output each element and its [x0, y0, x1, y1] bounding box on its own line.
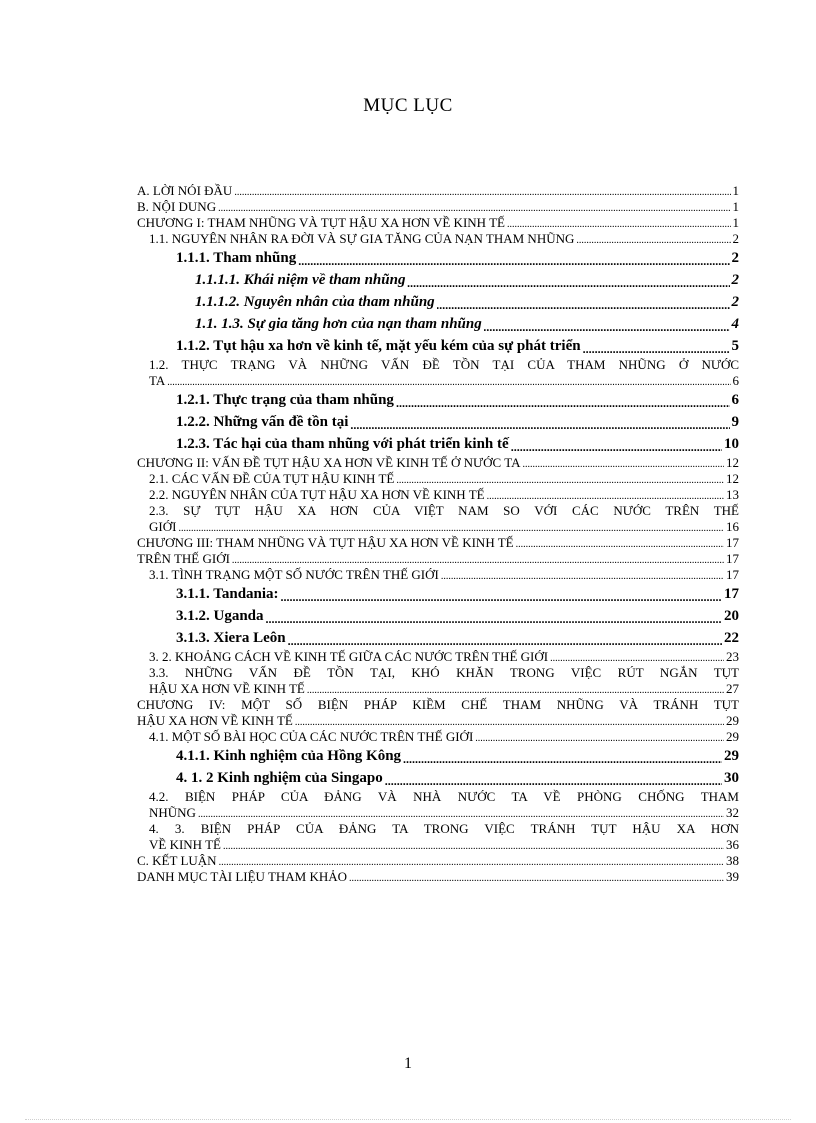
toc-entry[interactable]	[137, 231, 739, 247]
toc-entry[interactable]	[137, 357, 739, 389]
toc-page-number: 9	[731, 414, 739, 430]
toc-entry-title: CHƯƠNG I: THAM NHŨNG VÀ TỤT HẬU XA HƠN VỀ KINH TẾ	[137, 215, 505, 230]
toc-entry[interactable]	[137, 487, 739, 503]
toc-entry-title: A. LỜI NÓI ĐẦU	[137, 183, 233, 198]
table-of-contents	[137, 183, 739, 885]
toc-entry-title: 3.3. NHỮNG VẤN ĐỀ TỒN TẠI, KHÓ KHĂN TRONG VIỆC RÚT NGẮN TỤT	[149, 665, 739, 680]
toc-page-number: 23	[726, 649, 739, 664]
toc-page-number: 39	[726, 869, 739, 884]
toc-page-number: 2	[731, 250, 739, 266]
toc-leader-dots	[576, 235, 730, 247]
toc-page-number: 20	[724, 608, 739, 624]
toc-leader-dots	[281, 589, 722, 605]
toc-entry[interactable]	[137, 789, 739, 821]
toc-entry[interactable]	[137, 183, 739, 199]
toc-entry-title: 1.1.2. Tụt hậu xa hơn về kinh tế, mặt yếu kém của sự phát triển	[176, 338, 581, 354]
toc-entry-title: 3. 2. KHOẢNG CÁCH VỀ KINH TẾ GIỮA CÁC NƯỚC TRÊN THẾ GIỚI	[149, 649, 549, 664]
toc-page-number: 16	[726, 519, 739, 534]
toc-leader-dots	[350, 417, 729, 433]
toc-page-number: 10	[724, 436, 739, 452]
toc-leader-dots	[507, 219, 731, 231]
toc-entry-title: 1.1.1.1. Khái niệm về tham nhũng	[195, 272, 406, 288]
toc-page-number: 32	[726, 805, 739, 820]
toc-entry[interactable]	[137, 411, 739, 433]
toc-entry-title: 1.1.1.2. Nguyên nhân của tham nhũng	[195, 294, 435, 310]
toc-entry[interactable]	[137, 335, 739, 357]
toc-leader-dots	[167, 377, 730, 389]
toc-page-number: 36	[726, 837, 739, 852]
toc-entry[interactable]	[137, 767, 739, 789]
toc-entry[interactable]	[137, 729, 739, 745]
toc-page-number: 17	[726, 551, 739, 566]
toc-entry-title: 1.1. NGUYÊN NHÂN RA ĐỜI VÀ SỰ GIA TĂNG CỦA NẠN THAM NHŨNG	[149, 231, 575, 246]
toc-entry-title-continued: HẬU XA HƠN VỀ KINH TẾ	[137, 713, 293, 728]
toc-page-number: 17	[724, 586, 739, 602]
toc-leader-dots	[487, 491, 724, 503]
toc-page-number: 5	[731, 338, 739, 354]
toc-entry-title: 4.1.1. Kinh nghiệm của Hồng Kông	[176, 748, 402, 764]
toc-leader-dots	[441, 571, 724, 583]
toc-page-number: 22	[724, 630, 739, 646]
toc-page-number: 4	[731, 316, 739, 332]
toc-entry-title: 4. 3. BIỆN PHÁP CỦA ĐẢNG TA TRONG VIỆC TRÁNH TỤT HẬU XA HƠN	[149, 821, 739, 836]
toc-entry-title: 3.1.1. Tandania:	[176, 586, 279, 602]
toc-entry[interactable]	[137, 247, 739, 269]
toc-leader-dots	[232, 555, 724, 567]
toc-entry-title: CHƯƠNG IV: MỘT SỐ BIỆN PHÁP KIỀM CHẾ THAM NHŨNG VÀ TRÁNH TỤT	[137, 697, 739, 712]
toc-entry[interactable]	[137, 215, 739, 231]
toc-entry-title: 1.2. THỰC TRẠNG VÀ NHỮNG VẤN ĐỀ TỒN TẠI CỦA THAM NHŨNG Ở NƯỚC	[149, 357, 739, 372]
toc-leader-dots	[396, 395, 730, 411]
toc-entry-title: 2.1. CÁC VẤN ĐỀ CỦA TỤT HẬU KINH TẾ	[149, 471, 395, 486]
toc-page-number: 29	[726, 713, 739, 728]
toc-entry-title: TRÊN THẾ GIỚI	[137, 551, 230, 566]
page-number: 1	[404, 1055, 412, 1072]
toc-page-number: 27	[726, 681, 739, 696]
toc-entry[interactable]	[137, 853, 739, 869]
toc-entry[interactable]	[137, 433, 739, 455]
toc-entry[interactable]	[137, 583, 739, 605]
toc-leader-dots	[298, 253, 729, 269]
toc-entry[interactable]	[137, 697, 739, 729]
toc-entry[interactable]	[137, 471, 739, 487]
toc-page-number: 29	[724, 748, 739, 764]
toc-entry[interactable]	[137, 455, 739, 471]
toc-entry[interactable]	[137, 291, 739, 313]
toc-leader-dots	[484, 319, 730, 335]
toc-entry-title: CHƯƠNG II: VẤN ĐỀ TỤT HẬU XA HƠN VỀ KINH TẾ Ở NƯỚC TA	[137, 455, 521, 470]
toc-entry[interactable]	[137, 551, 739, 567]
toc-leader-dots	[550, 653, 724, 665]
page-title: MỤC LỤC	[363, 95, 453, 116]
toc-leader-dots	[407, 275, 729, 291]
toc-page-number: 2	[731, 272, 739, 288]
toc-leader-dots	[223, 841, 724, 853]
toc-entry-title: CHƯƠNG III: THAM NHŨNG VÀ TỤT HẬU XA HƠN VỀ KINH TẾ	[137, 535, 514, 550]
toc-entry-title: 2.2. NGUYÊN NHÂN CỦA TỤT HẬU XA HƠN VỀ KINH TẾ	[149, 487, 485, 502]
toc-leader-dots	[437, 297, 730, 313]
toc-leader-dots	[583, 341, 730, 357]
toc-entry[interactable]	[137, 503, 739, 535]
toc-leader-dots	[198, 809, 724, 821]
toc-page-number: 12	[726, 471, 739, 486]
toc-entry-title: 1.2.1. Thực trạng của tham nhũng	[176, 392, 394, 408]
toc-leader-dots	[385, 773, 722, 789]
toc-entry[interactable]	[137, 389, 739, 411]
toc-leader-dots	[403, 751, 722, 767]
toc-page-number: 6	[731, 392, 739, 408]
toc-entry-title: 3.1.3. Xiera Leôn	[176, 630, 286, 646]
toc-page-number: 2	[731, 294, 739, 310]
toc-page-number: 1	[732, 199, 739, 214]
toc-page-number: 13	[726, 487, 739, 502]
toc-entry[interactable]	[137, 605, 739, 627]
toc-leader-dots	[288, 633, 722, 649]
toc-entry[interactable]	[137, 745, 739, 767]
toc-entry-title: C. KẾT LUẬN	[137, 853, 217, 868]
toc-entry-title: 4. 1. 2 Kinh nghiệm của Singapo	[176, 770, 383, 786]
toc-page-number: 38	[726, 853, 739, 868]
toc-entry-title: 4.2. BIỆN PHÁP CỦA ĐẢNG VÀ NHÀ NƯỚC TA VỀ PHÒNG CHỐNG THAM	[149, 789, 739, 804]
toc-page-number: 30	[724, 770, 739, 786]
toc-entry[interactable]	[137, 627, 739, 649]
toc-leader-dots	[295, 717, 724, 729]
toc-entry-title: 3.1.2. Uganda	[176, 608, 264, 624]
toc-entry[interactable]	[137, 535, 739, 551]
toc-entry[interactable]	[137, 313, 739, 335]
toc-page-number: 12	[726, 455, 739, 470]
toc-entry-title-continued: VỀ KINH TẾ	[149, 837, 221, 852]
toc-entry-title: 3.1. TÌNH TRẠNG MỘT SỐ NƯỚC TRÊN THẾ GIỚI	[149, 567, 439, 582]
toc-leader-dots	[307, 685, 724, 697]
toc-entry-title: 1.2.3. Tác hại của tham nhũng với phát triển kinh tế	[176, 436, 509, 452]
toc-entry-title: 1.1. 1.3. Sự gia tăng hơn của nạn tham nhũng	[195, 316, 482, 332]
toc-entry[interactable]	[137, 269, 739, 291]
toc-entry-title: 4.1. MỘT SỐ BÀI HỌC CỦA CÁC NƯỚC TRÊN THẾ GIỚI	[149, 729, 474, 744]
toc-entry-title-continued: TA	[149, 373, 166, 388]
toc-page-number: 29	[726, 729, 739, 744]
toc-page-number: 6	[732, 373, 739, 388]
toc-page-number: 2	[732, 231, 739, 246]
toc-entry[interactable]	[137, 199, 739, 215]
toc-page-number: 17	[726, 567, 739, 582]
toc-entry-title-continued: NHŨNG	[149, 805, 196, 820]
toc-entry[interactable]	[137, 869, 739, 885]
toc-entry-title-continued: HẬU XA HƠN VỀ KINH TẾ	[149, 681, 305, 696]
toc-entry[interactable]	[137, 567, 739, 583]
toc-entry-title-continued: GIỚI	[149, 519, 177, 534]
page-bottom-border	[25, 1119, 791, 1120]
toc-leader-dots	[266, 611, 722, 627]
toc-page-number: 1	[732, 183, 739, 198]
toc-entry-title: 1.2.2. Những vấn đề tồn tại	[176, 414, 349, 430]
toc-entry[interactable]	[137, 821, 739, 853]
toc-leader-dots	[475, 733, 724, 745]
toc-leader-dots	[178, 523, 724, 535]
toc-leader-dots	[396, 475, 724, 487]
toc-leader-dots	[219, 857, 724, 869]
toc-page-number: 1	[732, 215, 739, 230]
toc-entry-title: 2.3. SỰ TỤT HẬU XA HƠN CỦA VIỆT NAM SO VỚI CÁC NƯỚC TRÊN THẾ	[149, 503, 739, 518]
toc-entry[interactable]	[137, 649, 739, 665]
toc-entry-title: DANH MỤC TÀI LIỆU THAM KHẢO	[137, 869, 348, 884]
toc-leader-dots	[523, 459, 725, 471]
toc-leader-dots	[516, 539, 724, 551]
toc-leader-dots	[234, 187, 730, 199]
toc-entry[interactable]	[137, 665, 739, 697]
toc-entry-title: B. NỘI DUNG	[137, 199, 217, 214]
toc-page-number: 17	[726, 535, 739, 550]
toc-leader-dots	[349, 873, 724, 885]
toc-leader-dots	[511, 439, 722, 455]
toc-entry-title: 1.1.1. Tham nhũng	[176, 250, 297, 266]
toc-leader-dots	[218, 203, 730, 215]
